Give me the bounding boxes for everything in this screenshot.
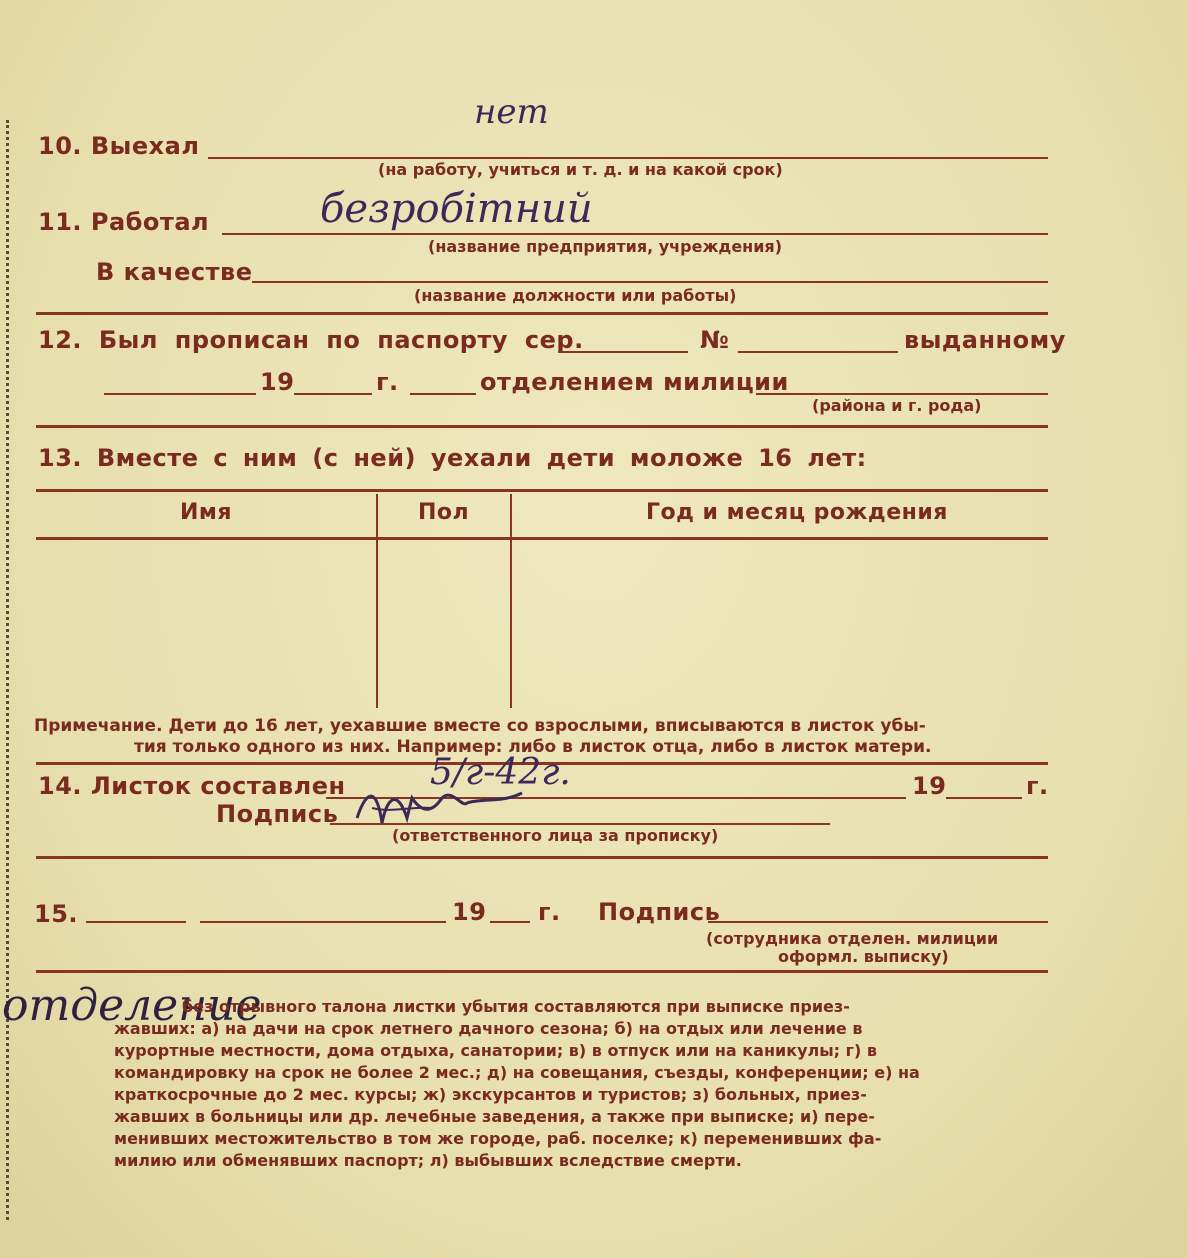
item15-month-line — [200, 921, 446, 923]
item14-year-line — [946, 797, 1022, 799]
perforation-edge — [6, 120, 13, 1220]
item10-handwritten: нет — [474, 92, 549, 132]
item15-day-line — [86, 921, 186, 923]
item14-caption: (ответственного лица за прописку) — [392, 826, 719, 845]
item15-caption-1: (сотрудника отделен. милиции — [706, 929, 999, 948]
item12-issued: выданному — [904, 326, 1066, 354]
item11-position-label: В качестве — [96, 258, 253, 286]
footnote-line-5: краткосрочные до 2 мес. курсы; ж) экскурсантов и туристов; з) больных, приез- — [114, 1085, 867, 1104]
footnote-line-7: менивших местожительство в том же городе, раб. поселке; к) переменивших фа- — [114, 1129, 882, 1148]
item15-caption-2: оформл. выписку) — [778, 947, 949, 966]
footnote-line-6: жавших в больницы или др. лечебные заведения, а также при выписке; и) пере- — [114, 1107, 875, 1126]
table-header-name: Имя — [180, 500, 233, 525]
note-line-2: тия только одного из них. Например: либо в листок отца, либо в листок матери. — [134, 737, 932, 757]
divider-2 — [36, 425, 1048, 428]
item15-sign-line — [708, 921, 1048, 923]
footnote-line-1: без отрывного талона листки убытия составляются при выписке приез- — [182, 997, 850, 1016]
item11-label: 11. Работал — [38, 208, 210, 236]
item12-year: 19 — [260, 368, 295, 396]
item14-g: г. — [1026, 772, 1049, 800]
item12-label: 12. Был прописан по паспорту сер. — [38, 326, 584, 354]
item14-handwritten: 5/г-42г. — [430, 752, 571, 793]
item12-date-line — [104, 393, 256, 395]
divider-1 — [36, 312, 1048, 315]
item12-year-line — [294, 393, 372, 395]
table-col-divider-2 — [510, 494, 512, 708]
item14-sign-label: Подпись — [216, 800, 339, 828]
item12-series-line — [558, 351, 688, 353]
footnote-line-2: жавших: а) на дачи на срок летнего дачного сезона; б) на отдых или лечение в — [114, 1019, 863, 1038]
item11-line — [222, 233, 1048, 235]
item14-year: 19 — [912, 772, 947, 800]
item10-label: 10. Выехал — [38, 132, 200, 160]
table-header-rule — [36, 537, 1048, 540]
item15-year: 19 — [452, 898, 487, 926]
footnote-line-4: командировку на срок не более 2 мес.; д) на совещания, съезды, конференции; е) на — [114, 1063, 920, 1082]
item11-caption: (название предприятия, учреждения) — [428, 237, 783, 256]
divider-5 — [36, 970, 1048, 973]
item12-dept: отделением милиции — [480, 368, 789, 396]
item12-g: г. — [376, 368, 399, 396]
footnote-line-3: курортные местности, дома отдыха, санатории; в) в отпуск или на каникулы; г) в — [114, 1041, 878, 1060]
item12-number-line — [738, 351, 898, 353]
item12-dept-line — [756, 393, 1048, 395]
item10-line — [208, 157, 1048, 159]
item12-g-line — [410, 393, 476, 395]
item11-position-caption: (название должности или работы) — [414, 286, 737, 305]
stamp-handwritten: отделение — [2, 980, 262, 1031]
item10-caption: (на работу, учиться и т. д. и на какой срок) — [378, 160, 783, 179]
table-col-divider-1 — [376, 494, 378, 708]
item15-g: г. — [538, 898, 561, 926]
item14-label: 14. Листок составлен — [38, 772, 346, 800]
item12-caption: (района и г. рода) — [812, 396, 982, 415]
note-line-1: Примечание. Дети до 16 лет, уехавшие вместе со взрослыми, вписываются в листок убы- — [34, 716, 926, 736]
item15-label: 15. — [34, 900, 79, 928]
footnote-line-8: милию или обменявших паспорт; л) выбывших вследствие смерти. — [114, 1151, 742, 1170]
table-header-sex: Пол — [418, 500, 470, 525]
item15-sign-label: Подпись — [598, 898, 721, 926]
table-top-rule — [36, 489, 1048, 492]
item15-year-line — [490, 921, 530, 923]
item11-position-line — [252, 281, 1048, 283]
item13-label: 13. Вместе с ним (с ней) уехали дети моложе 16 лет: — [38, 444, 867, 472]
table-header-birth: Год и месяц рождения — [646, 500, 948, 525]
item12-number-sign: № — [700, 326, 730, 354]
item11-handwritten: безробітний — [320, 186, 593, 232]
divider-4 — [36, 856, 1048, 859]
